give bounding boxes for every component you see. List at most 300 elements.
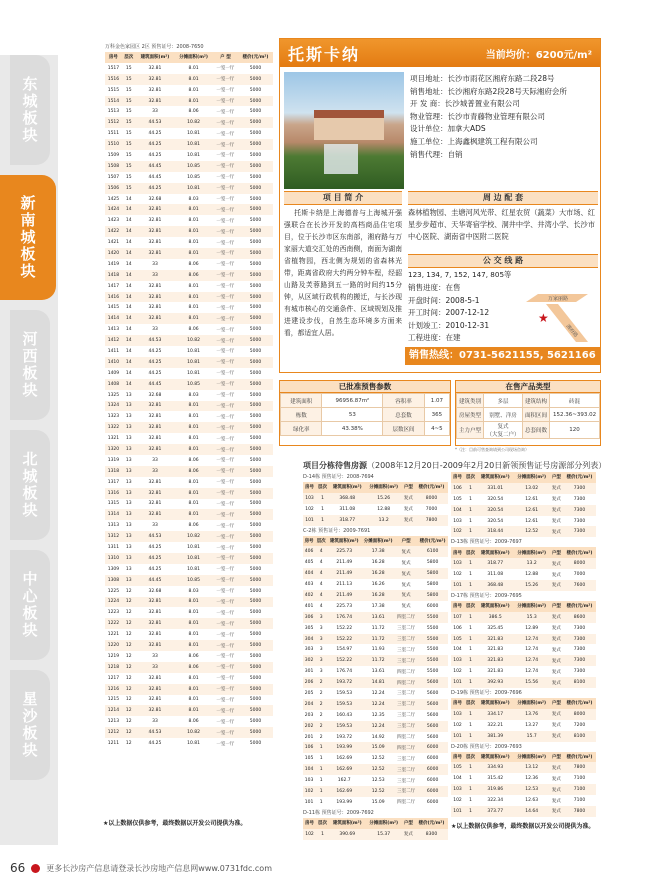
column-header: 房号 (303, 818, 316, 829)
table-cell: 1417 (107, 283, 120, 289)
table-cell: 复式 (401, 582, 411, 588)
table-cell: 15.09 (371, 799, 385, 805)
table-cell: 1320 (105, 444, 122, 455)
table-cell: 复式 (551, 626, 561, 632)
header-row (303, 482, 448, 493)
table-cell: 1315 (107, 501, 120, 507)
table-row (451, 655, 596, 666)
column-header: 户型 (550, 698, 563, 709)
building-table (451, 698, 596, 742)
table-row (105, 466, 273, 477)
table-cell: 102 (451, 526, 464, 537)
table-cell: 8.06 (188, 457, 199, 463)
table-cell: 5600 (417, 721, 448, 732)
column-header: 楼价(元/m²) (563, 472, 596, 483)
table-row (303, 742, 448, 753)
table-cell: 305 (304, 625, 314, 631)
table-cell: 15.26 (513, 580, 549, 591)
tab-xinnancheng[interactable]: 新南城板块 (0, 175, 56, 300)
table-cell: 一室一厅 (213, 139, 238, 150)
table-cell: 8.01 (174, 444, 213, 455)
table-cell: 390.69 (329, 829, 365, 840)
table-cell: 14.81 (361, 677, 395, 688)
map-road-wanjiali: 万家丽路 (548, 296, 569, 302)
table-row (105, 564, 273, 575)
table-row (105, 520, 273, 531)
bus-lines: 123, 134, 7, 152, 147, 805等 (408, 270, 512, 279)
tab-dongcheng[interactable]: 东城板块 (10, 55, 50, 165)
table-cell: 13.2 (513, 558, 549, 569)
table-cell: 392.93 (477, 677, 513, 688)
table-cell: 1410 (105, 357, 122, 368)
table-row (105, 684, 273, 695)
table-cell: 44.53 (136, 117, 175, 128)
table-cell: 152.22 (327, 634, 361, 645)
table-cell: 1 (469, 798, 472, 804)
table-cell: 13.02 (513, 483, 549, 494)
table-cell: 13.2 (365, 515, 401, 526)
table-cell: 7300 (563, 634, 596, 645)
table-cell: 一室一厅 (213, 422, 238, 433)
table-row (105, 651, 273, 662)
table-row (451, 795, 596, 806)
table-cell: 5600 (426, 734, 439, 740)
table-row (451, 644, 596, 655)
table-row (105, 488, 273, 499)
table-cell: 103 (453, 518, 462, 524)
table-cell: 315.42 (487, 776, 504, 782)
table-cell: 12.24 (371, 690, 385, 696)
table-row (105, 411, 273, 422)
table-cell: 225.73 (336, 603, 353, 609)
table-cell: 一室一厅 (213, 74, 238, 85)
table-row (303, 644, 448, 655)
table-row (105, 662, 273, 673)
table-cell: 复式 (551, 669, 561, 675)
table-cell: 325.45 (487, 625, 504, 631)
project-card (279, 38, 601, 373)
table-cell: 303 (304, 647, 314, 653)
table-cell: 复式 (550, 483, 563, 494)
column-header: 建筑面积(m²) (477, 752, 513, 763)
table-cell: 8.06 (174, 270, 213, 281)
table-row (303, 546, 448, 557)
table-cell: 三室二厅 (397, 691, 416, 697)
table-cell: 四室二厅 (395, 677, 417, 688)
column-header: 楼价(元/m²) (563, 698, 596, 709)
tab-xingsha[interactable]: 星沙板块 (10, 670, 50, 780)
table-cell: 334.17 (477, 709, 513, 720)
table-cell: 5000 (249, 370, 262, 376)
table-cell: 13 (122, 575, 136, 586)
table-cell: 17.38 (361, 546, 395, 557)
table-cell: 44.25 (148, 348, 162, 354)
table-cell: 10.81 (187, 545, 201, 551)
table-cell: 33 (152, 719, 158, 725)
table-cell: 11.72 (361, 655, 395, 666)
table-cell: 12.88 (525, 572, 539, 578)
column-header: 建筑面积(m²) (329, 818, 365, 829)
table-cell: 102 (453, 798, 462, 804)
column-header: 建筑面积(m²) (136, 52, 175, 63)
table-cell: 1317 (107, 479, 120, 485)
table-cell: 1 (464, 709, 477, 720)
table-cell: 3 (319, 669, 323, 675)
table-cell: 5500 (417, 655, 448, 666)
table-cell: 44.53 (136, 335, 175, 346)
table-cell: 13 (125, 479, 132, 485)
table-cell: 1 (469, 669, 472, 675)
info-sales-address: 销售地址：长沙湘府东路2段28号天际湘府会所 (410, 86, 567, 96)
param-value: 多层 (484, 394, 523, 408)
table-cell: 159.53 (327, 699, 361, 710)
table-cell: 322.34 (487, 798, 504, 804)
table-cell: 14 (122, 204, 136, 215)
table-cell: 101 (451, 806, 464, 817)
table-cell: 8.01 (174, 96, 213, 107)
table-row (451, 806, 596, 817)
table-row (303, 677, 448, 688)
table-row (105, 74, 273, 85)
table-cell: 1212 (105, 727, 122, 738)
table-cell: 12.61 (525, 518, 539, 524)
tab-zhongxin[interactable]: 中心板块 (10, 550, 50, 660)
table-cell: 12.52 (361, 764, 395, 775)
table-cell: 7300 (573, 647, 586, 653)
table-cell: 1 (464, 655, 477, 666)
table-cell: 15.09 (361, 742, 395, 753)
table-cell: 15 (122, 74, 136, 85)
table-cell: 8.06 (188, 653, 199, 659)
table-cell: 10.81 (187, 370, 201, 376)
table-cell: 12 (125, 719, 132, 725)
table-cell: 32.81 (136, 618, 175, 629)
table-cell: 2 (315, 699, 327, 710)
info-agent: 销售代理：自销 (410, 149, 463, 159)
table-cell: 1322 (105, 422, 122, 433)
table-cell: 8.01 (188, 675, 199, 681)
table-row (105, 346, 273, 357)
table-cell: 7300 (573, 496, 586, 502)
table-cell: 15.3 (513, 612, 549, 623)
table-cell: 32.81 (136, 226, 175, 237)
table-cell: 一室一厅 (213, 335, 238, 346)
table-cell: 206 (303, 677, 315, 688)
table-cell: 6000 (417, 742, 448, 753)
table-cell: 104 (453, 776, 462, 782)
table-cell: 一室一厅 (216, 741, 235, 747)
table-cell: 1 (469, 776, 472, 782)
table-cell: 32.81 (148, 283, 162, 289)
info-design: 设计单位：加拿大ADS (410, 124, 486, 134)
table-cell: 4 (319, 560, 323, 566)
table-cell: 10.81 (174, 357, 213, 368)
table-cell: 1223 (107, 610, 120, 616)
table-cell: 162.69 (327, 764, 361, 775)
tab-beicheng[interactable]: 北城板块 (10, 430, 50, 540)
table-cell: 8.01 (188, 414, 199, 420)
table-cell: 复式 (402, 829, 415, 840)
table-cell: 三室二厅 (397, 713, 416, 719)
table-cell: 一室一厅 (216, 697, 235, 703)
param-row (281, 408, 450, 422)
table-row (105, 629, 273, 640)
left-caption: 万科金色家园区 2区 预售证号：2008-7650 (105, 44, 204, 50)
table-cell: 1510 (105, 139, 122, 150)
table-cell: 1513 (107, 109, 120, 115)
table-cell: 一室一厅 (213, 618, 238, 629)
table-cell: 15 (122, 96, 136, 107)
table-cell: 1319 (107, 457, 120, 463)
table-cell: 8.01 (174, 705, 213, 716)
table-cell: 225.73 (327, 546, 361, 557)
approved-params-box (279, 380, 451, 446)
table-cell: 5000 (238, 488, 273, 499)
table-cell: 14 (122, 248, 136, 259)
table-cell: 一室一厅 (216, 66, 235, 72)
table-cell: 复式 (550, 677, 563, 688)
table-cell: 106 (303, 742, 315, 753)
param-key: 建筑类别 (457, 394, 484, 408)
table-cell: 复式 (403, 507, 413, 513)
table-cell: 复式 (551, 723, 561, 729)
column-header: 分摊面积(m²) (174, 52, 213, 63)
table-cell: 321.83 (477, 655, 513, 666)
table-cell: 5000 (238, 96, 273, 107)
table-cell: 5000 (249, 218, 262, 224)
table-row (303, 764, 448, 775)
table-cell: 5000 (249, 588, 262, 594)
table-cell: 193.99 (327, 742, 361, 753)
table-cell: 101 (451, 731, 464, 742)
table-cell: 1 (469, 496, 472, 502)
table-cell: 1221 (107, 632, 120, 638)
table-row (451, 505, 596, 516)
waterfall-image (324, 144, 358, 174)
table-cell: 14 (125, 327, 132, 333)
table-row (105, 128, 273, 139)
table-cell: 44.25 (148, 545, 162, 551)
table-cell: 5000 (249, 719, 262, 725)
table-cell: 1308 (105, 575, 122, 586)
table-cell: 15.56 (513, 677, 549, 688)
tab-hexi[interactable]: 河西板块 (10, 310, 50, 420)
table-cell: 8.01 (174, 292, 213, 303)
table-cell: 211.13 (336, 582, 353, 588)
table-cell: 32.81 (136, 597, 175, 608)
table-cell: 1418 (105, 270, 122, 281)
table-cell: 32.81 (136, 705, 175, 716)
building-table (451, 752, 596, 817)
column-header: 分摊面积(m²) (361, 536, 395, 547)
column-header: 层次 (122, 52, 136, 63)
column-header: 层次 (315, 536, 327, 547)
table-cell: 5000 (238, 597, 273, 608)
table-cell: 三室二厅 (395, 786, 417, 797)
table-cell: 1217 (107, 675, 120, 681)
table-cell: 5800 (417, 568, 448, 579)
table-cell: 6000 (417, 764, 448, 775)
table-cell: 13 (122, 488, 136, 499)
table-cell: 5000 (238, 379, 273, 390)
table-cell: 三室二厅 (397, 626, 416, 632)
table-cell: 102 (453, 669, 462, 675)
table-cell: 四室二厅 (397, 735, 416, 741)
table-cell: 32.81 (148, 479, 162, 485)
table-cell: 15 (125, 109, 132, 115)
table-cell: 5000 (238, 357, 273, 368)
table-cell: 105 (451, 634, 464, 645)
product-types-box (455, 380, 601, 446)
table-cell: 12.88 (377, 506, 391, 512)
table-cell: 复式 (550, 731, 563, 742)
table-cell: 152.22 (336, 625, 353, 631)
table-cell: 一室一厅 (216, 175, 235, 181)
table-cell: 160.43 (336, 712, 353, 718)
table-cell: 32.81 (136, 313, 175, 324)
table-cell: 33 (152, 653, 158, 659)
table-cell: 2 (319, 734, 323, 740)
table-cell: 5000 (249, 87, 262, 93)
table-cell: 1424 (105, 204, 122, 215)
table-cell: 5000 (249, 566, 262, 572)
table-cell: 1325 (107, 392, 120, 398)
table-cell: 12.74 (525, 647, 539, 653)
param-value: 365 (424, 408, 449, 422)
table-cell: 1420 (105, 248, 122, 259)
column-header: 房号 (303, 482, 316, 493)
table-cell: 1 (315, 742, 327, 753)
listing-right-column (451, 472, 596, 817)
table-cell: 1 (319, 756, 323, 762)
table-cell: 5000 (249, 610, 262, 616)
table-cell: 一室一厅 (216, 371, 235, 377)
table-row (105, 553, 273, 564)
table-row (303, 515, 448, 526)
table-cell: 1506 (105, 183, 122, 194)
table-cell: 311.08 (487, 572, 504, 578)
table-cell: 一室一厅 (213, 488, 238, 499)
table-row (105, 63, 273, 74)
table-row (105, 695, 273, 706)
column-header: 户型 (550, 752, 563, 763)
table-cell: 5000 (249, 174, 262, 180)
table-cell: 405 (304, 560, 314, 566)
table-cell: 14 (122, 270, 136, 281)
table-cell: 1511 (107, 131, 120, 137)
table-cell: 103 (451, 655, 464, 666)
table-cell: 10.81 (174, 553, 213, 564)
table-cell: 1324 (105, 401, 122, 412)
table-cell: 5000 (238, 335, 273, 346)
table-cell: 8.01 (188, 87, 199, 93)
table-cell: 8.01 (188, 218, 199, 224)
table-cell: 8.01 (188, 479, 199, 485)
table-row (105, 401, 273, 412)
table-row (303, 601, 448, 612)
table-cell: 12.74 (513, 655, 549, 666)
table-cell: 12.53 (513, 784, 549, 795)
table-cell: 204 (303, 699, 315, 710)
table-cell: 12 (125, 653, 132, 659)
table-cell: 8100 (563, 731, 596, 742)
table-cell: 32.81 (136, 640, 175, 651)
table-row (105, 357, 273, 368)
table-row (105, 150, 273, 161)
table-cell: 一室一厅 (213, 226, 238, 237)
table-row (303, 557, 448, 568)
table-cell: 1224 (105, 597, 122, 608)
column-header: 楼价(元/m²) (415, 482, 448, 493)
table-cell: 1218 (105, 662, 122, 673)
table-cell: 203 (304, 712, 314, 718)
table-cell: 一室一厅 (213, 705, 238, 716)
column-header: 分摊面积(m²) (365, 482, 401, 493)
table-cell: 一室一厅 (216, 610, 235, 616)
table-cell: 7300 (573, 518, 586, 524)
table-cell: 5000 (249, 65, 262, 71)
column-header: 户型 (402, 818, 415, 829)
table-cell: 1311 (107, 545, 120, 551)
footer-text: 更多长沙房产信息请登录长沙房地产信息网www.0731fdc.com (46, 863, 272, 873)
table-cell: 8.01 (188, 240, 199, 246)
table-cell: 复式 (401, 560, 411, 566)
table-cell: 12 (122, 662, 136, 673)
column-header: 房号 (451, 547, 464, 558)
table-cell: 一室一厅 (216, 545, 235, 551)
table-cell: 15 (125, 174, 132, 180)
header-row (451, 698, 596, 709)
table-cell: 13.61 (371, 669, 385, 675)
table-cell: 5000 (238, 509, 273, 520)
table-cell: 1216 (105, 684, 122, 695)
column-header: 建筑面积(m²) (477, 472, 513, 483)
param-value: 152.36~393.02 (550, 408, 600, 422)
table-cell: 11.93 (371, 647, 385, 653)
table-row (105, 292, 273, 303)
table-cell: 32.81 (148, 414, 162, 420)
villa-image (314, 110, 384, 140)
table-cell: 14 (125, 305, 132, 311)
table-cell: 322.21 (487, 722, 504, 728)
table-cell: 14 (125, 283, 132, 289)
table-cell: 复式 (550, 526, 563, 537)
table-cell: 33 (152, 457, 158, 463)
table-row (105, 139, 273, 150)
table-cell: 1 (469, 647, 472, 653)
table-cell: 一室一厅 (216, 88, 235, 94)
table-cell: 8.01 (174, 509, 213, 520)
table-cell: 12.52 (513, 526, 549, 537)
table-cell: 1314 (105, 509, 122, 520)
table-cell: 105 (453, 496, 462, 502)
table-cell: 101 (451, 580, 464, 591)
table-cell: 12 (125, 675, 132, 681)
table-cell: 44.45 (136, 379, 175, 390)
param-key: 建筑结构 (523, 394, 550, 408)
table-cell: 2 (315, 721, 327, 732)
column-header: 楼价(元/m²) (417, 536, 448, 547)
param-row (457, 394, 600, 408)
building-caption: D-13栋 预售证号：2009-7697 (451, 539, 522, 546)
table-cell: 8100 (563, 677, 596, 688)
project-info (410, 73, 567, 161)
table-cell: 1408 (105, 379, 122, 390)
table-cell: 1309 (107, 566, 120, 572)
table-row (105, 313, 273, 324)
table-row (105, 509, 273, 520)
table-cell: 162.7 (337, 778, 351, 784)
